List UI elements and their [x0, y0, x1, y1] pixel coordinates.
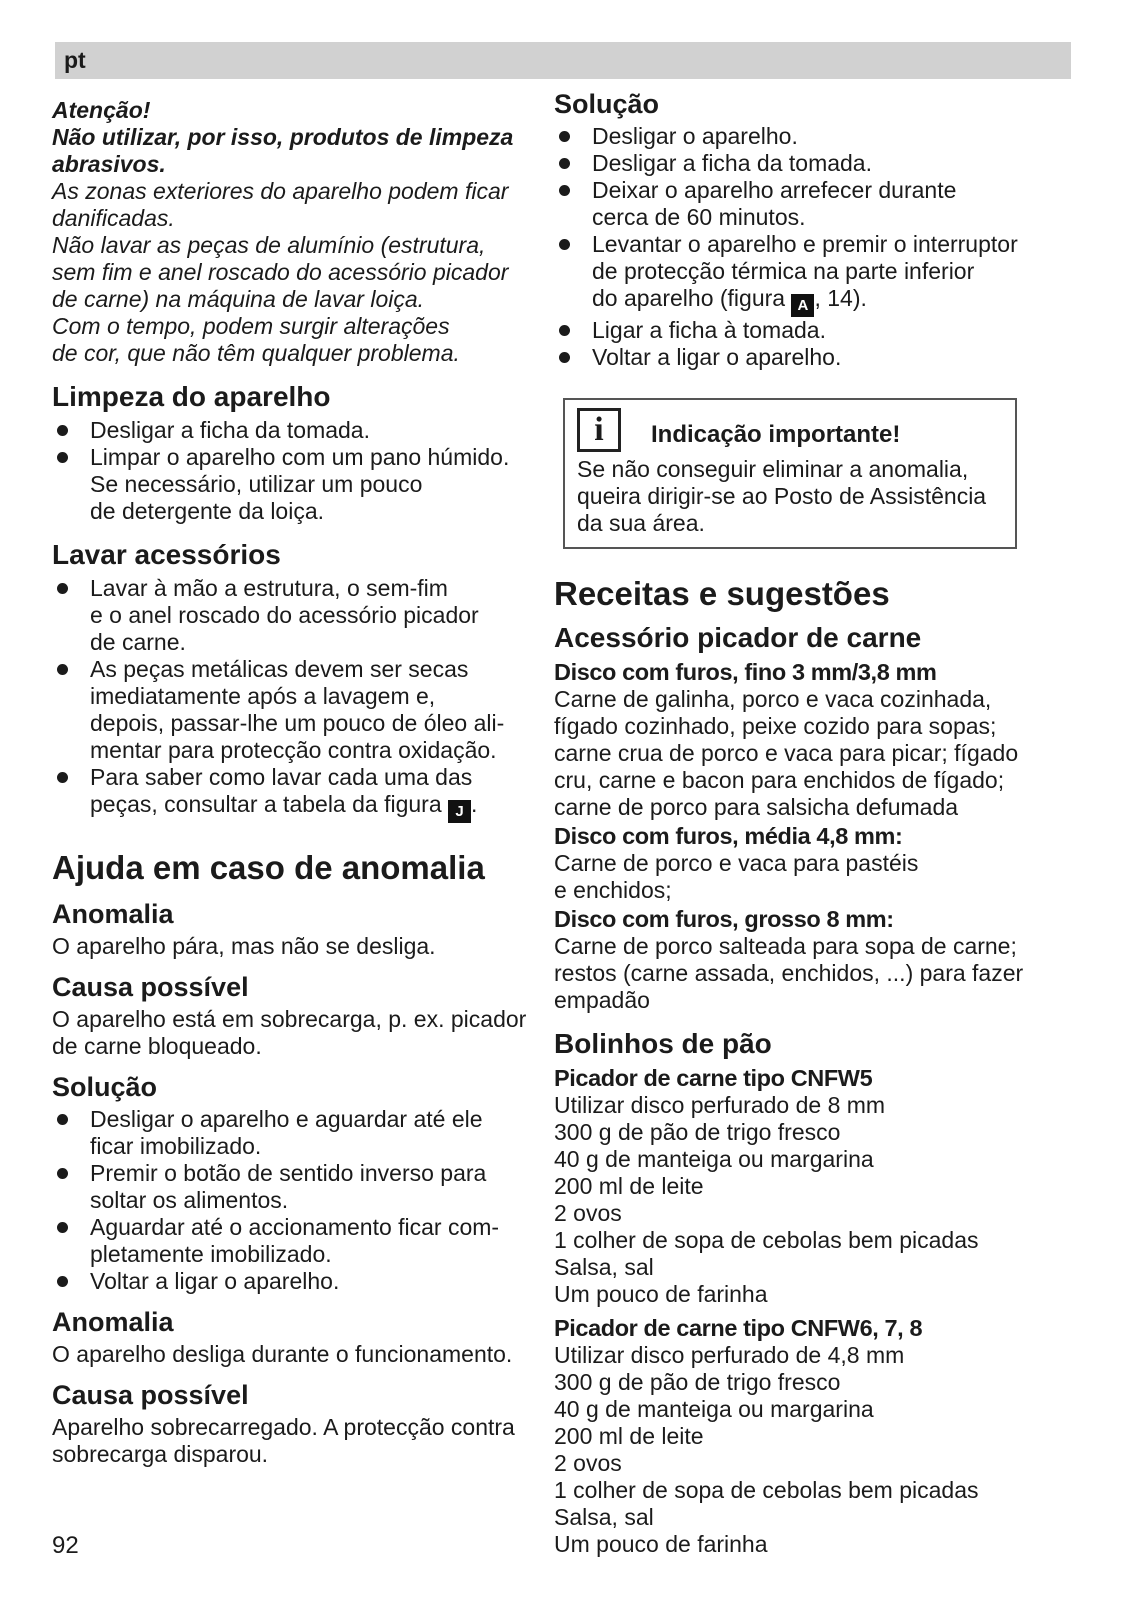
disc-title-fine: Disco com furos, fino 3 mm/3,8 mm [554, 659, 937, 685]
disc-title-coarse: Disco com furos, grosso 8 mm: [554, 906, 894, 932]
cause-2-text: Aparelho sobrecarregado. A protecção contra sobrecarga disparou. [52, 1414, 515, 1467]
list-item-text: Desligar o aparelho. [592, 123, 798, 149]
list-item-text: Voltar a ligar o aparelho. [592, 344, 842, 370]
list-item [52, 1268, 557, 1295]
important-note-text: Se não conseguir eliminar a anomalia, queira dirigir-se ao Posto de Assistência da sua área. [577, 456, 987, 536]
attention-note-2: Não lavar as peças de alumínio (estrutura, sem fim e anel roscado do acessório picador de carne) na máquina de lavar loiça. Com o tempo, podem surgir alterações de cor, que não têm qualquer problema. [52, 232, 509, 366]
list-item [52, 444, 557, 525]
figure-ref-prefix: peças, consultar a tabela da figura [90, 791, 449, 817]
bullet-icon [559, 352, 570, 363]
bullet-icon [57, 1168, 68, 1179]
bullet-icon [57, 772, 68, 783]
attention-title: Atenção! [52, 97, 151, 123]
list-item-text: As peças metálicas devem ser secas imediatamente após a lavagem e, depois, passar-lhe um pouco de óleo ali- mentar para protecção contra oxidação. [90, 656, 505, 763]
list-item-text: Limpar o aparelho com um pano húmido. Se necessário, utilizar um pouco de detergente da loiça. [90, 444, 510, 524]
list-item [52, 1160, 557, 1214]
recipe-title-cnfw5: Picador de carne tipo CNFW5 [554, 1065, 873, 1091]
figure-reference-line [592, 285, 1018, 317]
recipe-cnfw678-text: Utilizar disco perfurado de 4,8 mm 300 g de pão de trigo fresco 40 g de manteiga ou margarina 200 ml de leite 2 ovos 1 colher de sopa de cebolas bem picadas Salsa, sal Um pouco de farinha [554, 1342, 979, 1557]
bullet-icon [57, 583, 68, 594]
list-item-text: Voltar a ligar o aparelho. [90, 1268, 340, 1294]
figure-ref-suffix: , 14). [814, 285, 867, 311]
subheading-cause-2: Causa possível [52, 1380, 249, 1410]
bullet-icon [559, 239, 570, 250]
list-item-text [90, 764, 477, 823]
subheading-anomaly-2: Anomalia [52, 1307, 174, 1337]
figure-ref-suffix: . [471, 791, 478, 817]
list-item-text: Deixar o aparelho arrefecer durante cerca de 60 minutos. [592, 177, 957, 230]
figure-reference-line [90, 791, 477, 823]
list-item [554, 177, 1059, 231]
bullet-icon [57, 664, 68, 675]
list-item-line: Levantar o aparelho e premir o interruptor de protecção térmica na parte inferior [592, 231, 1018, 284]
bullet-icon [559, 185, 570, 196]
section-heading-meat-grinder: Acessório picador de carne [554, 622, 922, 653]
list-item [52, 417, 557, 444]
subheading-solution-2: Solução [554, 89, 660, 119]
bullet-icon [57, 1114, 68, 1125]
list-item [52, 656, 557, 764]
list-item [554, 231, 1059, 317]
section-heading-cleaning: Limpeza do aparelho [52, 381, 331, 412]
figure-a-icon: A [791, 294, 814, 317]
subheading-solution-1: Solução [52, 1072, 158, 1102]
disc-coarse-text: Carne de porco salteada para sopa de carne; restos (carne assada, enchidos, ...) para fazer empadão [554, 933, 1024, 1013]
list-item [554, 344, 1059, 371]
list-item-text: Lavar à mão a estrutura, o sem-fim e o anel roscado do acessório picador de carne. [90, 575, 479, 655]
disc-title-medium: Disco com furos, média 4,8 mm: [554, 823, 903, 849]
list-item-text: Desligar o aparelho e aguardar até ele ficar imobilizado. [90, 1106, 483, 1159]
page-number: 92 [52, 1532, 79, 1559]
list-item [52, 1214, 557, 1268]
list-item-text: Premir o botão de sentido inverso para soltar os alimentos. [90, 1160, 487, 1213]
attention-note-1: As zonas exteriores do aparelho podem ficar danificadas. [52, 178, 509, 231]
section-heading-bread-dumplings: Bolinhos de pão [554, 1028, 772, 1059]
list-item-line: Para saber como lavar cada uma das [90, 764, 473, 790]
cause-1-text: O aparelho está em sobrecarga, p. ex. picador de carne bloqueado. [52, 1006, 527, 1059]
list-item-text: Aguardar até o accionamento ficar com- pletamente imobilizado. [90, 1214, 500, 1267]
bullet-icon [57, 1276, 68, 1287]
left-column [52, 97, 557, 1468]
recipe-cnfw5-text: Utilizar disco perfurado de 8 mm 300 g de pão de trigo fresco 40 g de manteiga ou margarina 200 ml de leite 2 ovos 1 colher de sopa de cebolas bem picadas Salsa, sal Um pouco de farinha [554, 1092, 979, 1307]
bullet-icon [57, 452, 68, 463]
disc-medium-text: Carne de porco e vaca para pastéis e enchidos; [554, 850, 919, 903]
list-item-text: Desligar a ficha da tomada. [592, 150, 872, 176]
list-item-text: Ligar a ficha à tomada. [592, 317, 826, 343]
bullet-icon [559, 325, 570, 336]
recipe-title-cnfw678: Picador de carne tipo CNFW6, 7, 8 [554, 1315, 923, 1341]
chapter-heading-recipes: Receitas e sugestões [554, 575, 890, 612]
subheading-anomaly-1: Anomalia [52, 899, 174, 929]
info-icon: i [577, 408, 621, 452]
attention-warning: Não utilizar, por isso, produtos de limpeza abrasivos. [52, 124, 514, 177]
list-item [554, 123, 1059, 150]
chapter-heading-troubleshooting: Ajuda em caso de anomalia [52, 849, 485, 886]
important-note-title: Indicação importante! [651, 420, 901, 448]
list-item [52, 1106, 557, 1160]
bullet-icon [559, 131, 570, 142]
bullet-icon [559, 158, 570, 169]
list-item [52, 575, 557, 656]
bullet-icon [57, 425, 68, 436]
right-column [554, 88, 1059, 1558]
anomaly-1-text: O aparelho pára, mas não se desliga. [52, 933, 436, 959]
bullet-icon [57, 1222, 68, 1233]
important-note-header [577, 408, 1005, 452]
section-heading-wash-accessories: Lavar acessórios [52, 539, 281, 570]
list-item-text: Desligar a ficha da tomada. [90, 417, 370, 443]
list-item-text [592, 231, 1018, 317]
disc-fine-text: Carne de galinha, porco e vaca cozinhada, fígado cozinhado, peixe cozido para sopas; carne crua de porco e vaca para picar; fígado cru, carne e bacon para enchidos de fígado; carne de porco para salsicha defumada [554, 686, 1019, 820]
important-note-box [563, 398, 1017, 549]
list-item [554, 317, 1059, 344]
list-item [52, 764, 557, 823]
language-code: pt [64, 47, 86, 73]
figure-ref-prefix: do aparelho (figura [592, 285, 792, 311]
language-header-bar [55, 42, 1071, 79]
list-item [554, 150, 1059, 177]
anomaly-2-text: O aparelho desliga durante o funcionamento. [52, 1341, 513, 1367]
figure-j-icon: J [448, 800, 471, 823]
subheading-cause-1: Causa possível [52, 972, 249, 1002]
